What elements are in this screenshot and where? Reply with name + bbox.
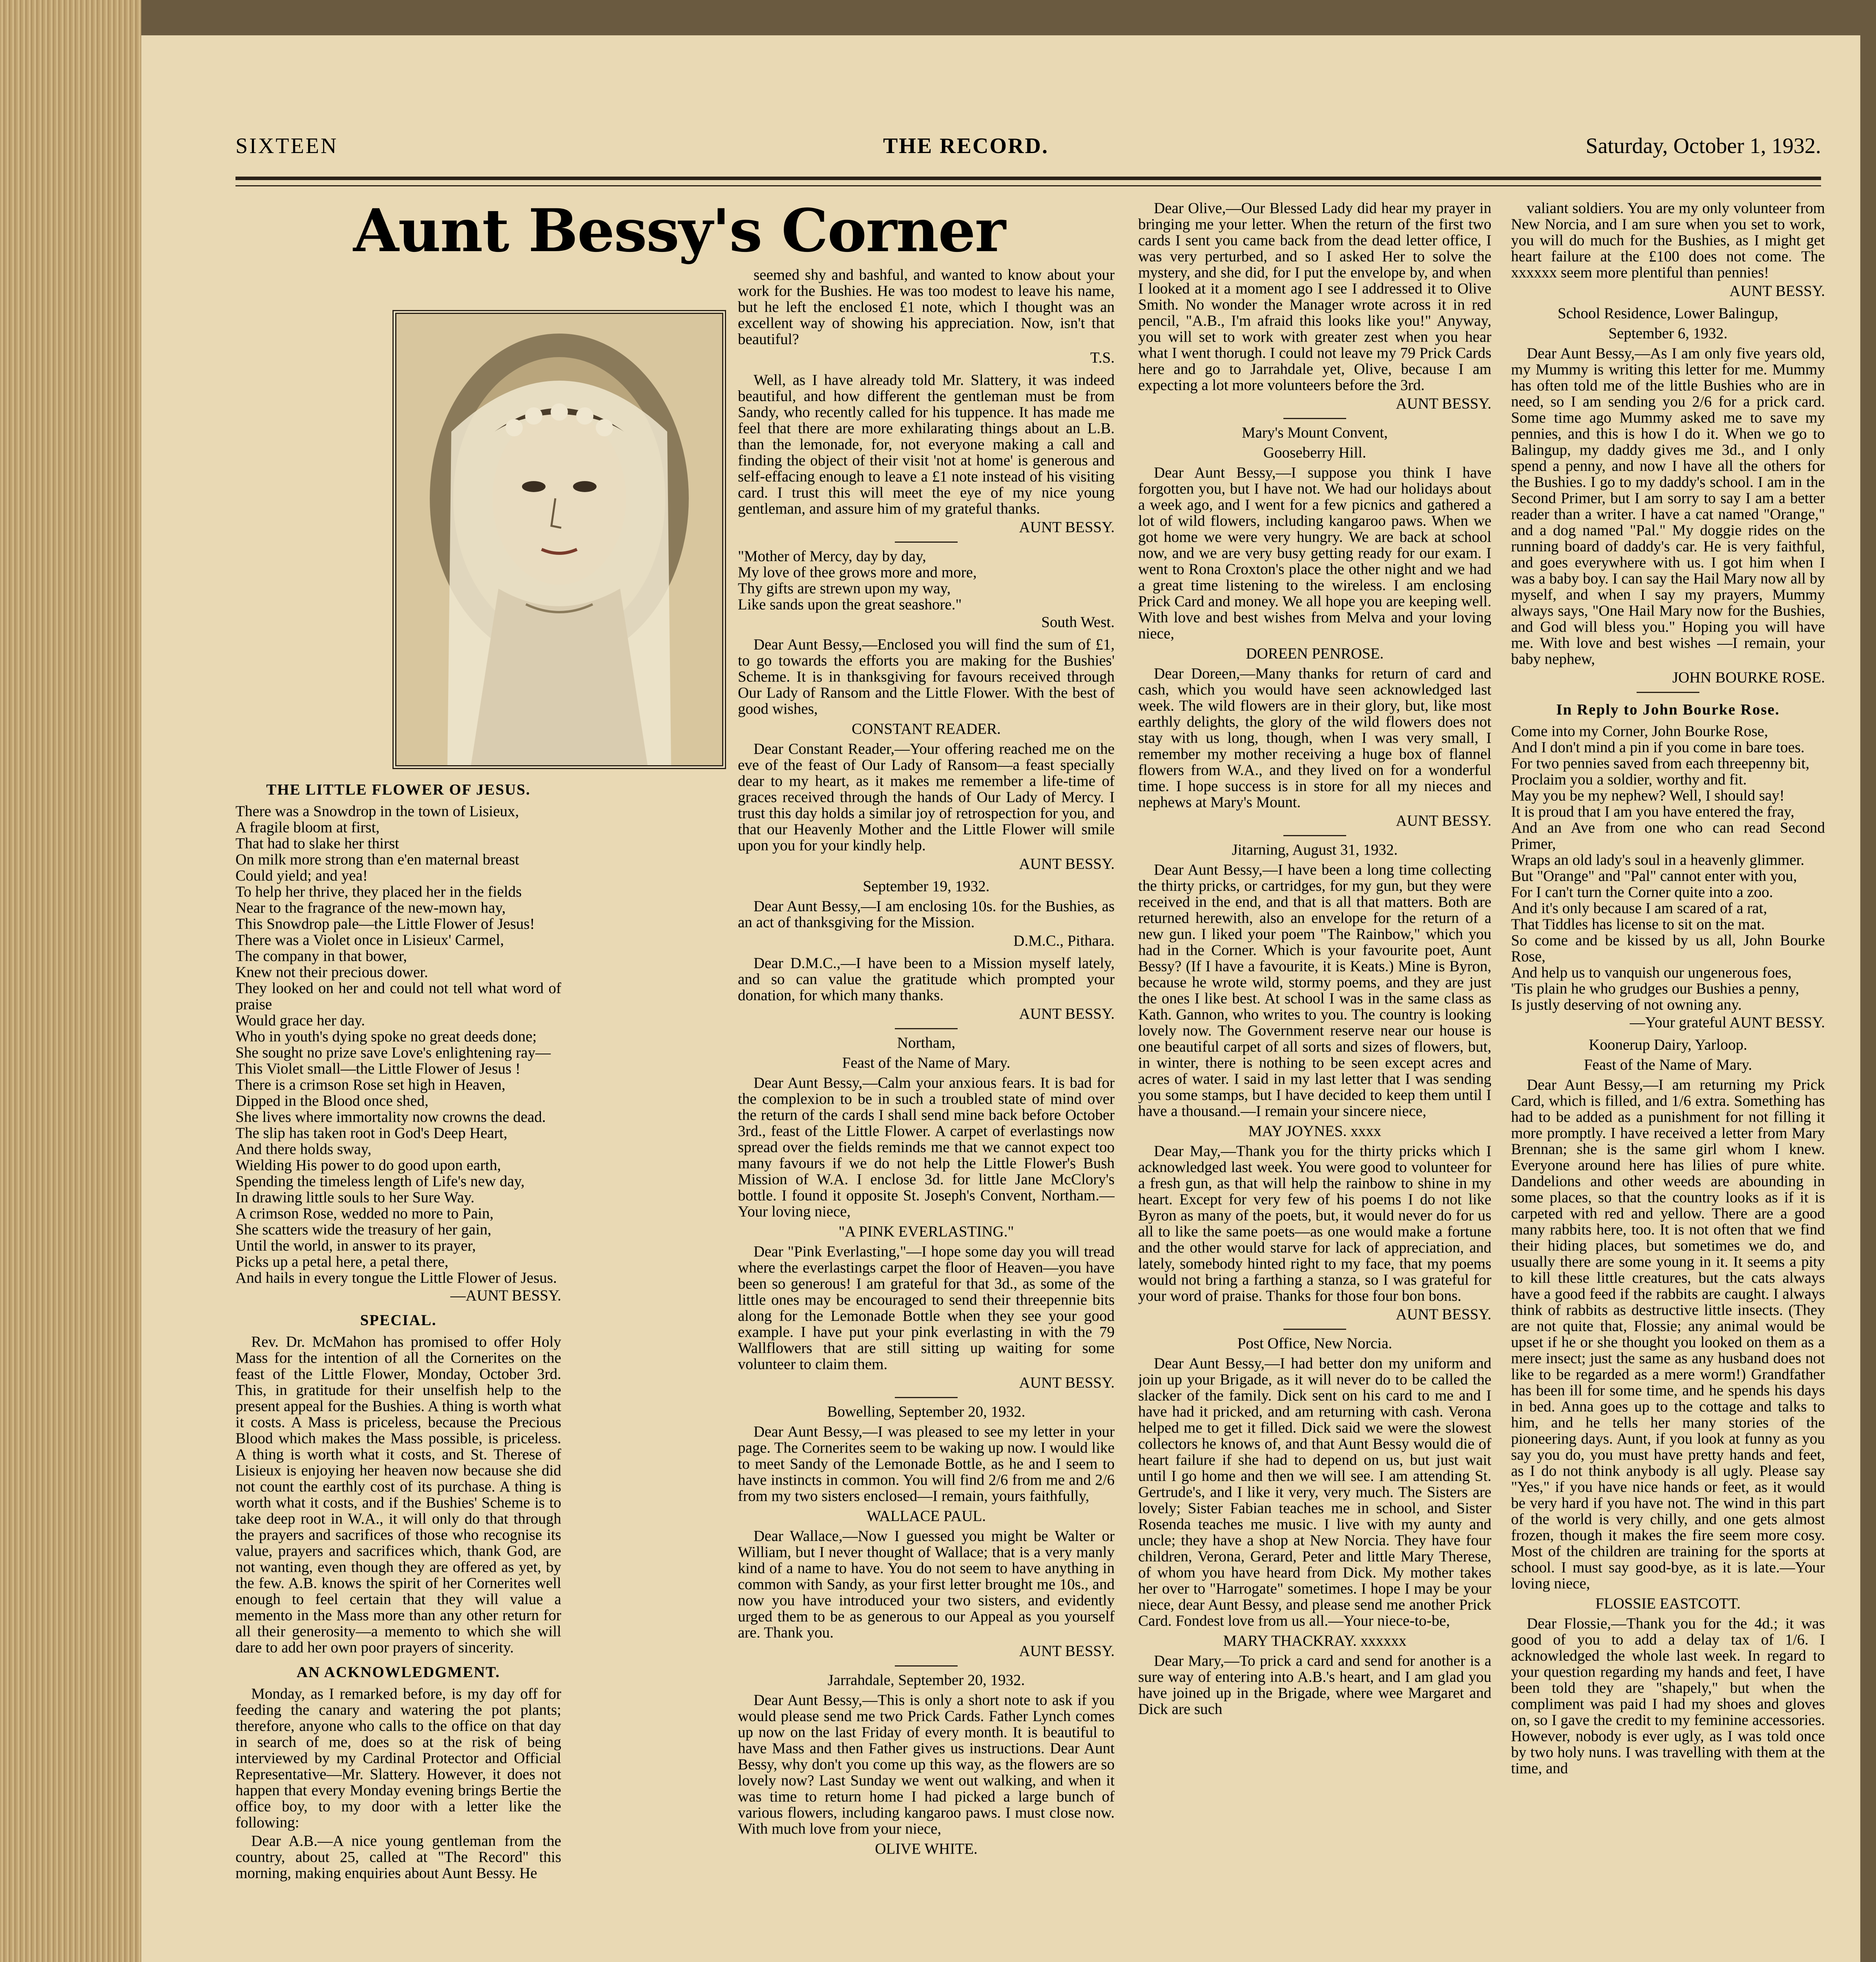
page-number: SIXTEEN bbox=[235, 134, 338, 158]
verse-line: May you be my nephew? Well, I should say! bbox=[1511, 787, 1785, 804]
paragraph: Dear Aunt Bessy,—I have been a long time collecting the thirty pricks, or cartridges, for my gun, but they were received in the end, and that is all that matters. Both are returned herewith, also an envelope for the return of a new gun. I liked your poem "The Rainbow," which you had in the Corner. Which is your favourite poet, Aunt Bessy? (If I have a favourite, it is Keats.) Mine is Byron, because he wrote wild, stormy poems, and they are just the ones I like best. At school I was in the same class as Kath. Gannon, who writes to you. The country is looking lovely now. The Government reserve near our house is one beautiful carpet of all sorts and sizes of flowers, but, in winter, there is nothing to be seen except acres and acres of water. I said in my last letter that I was sending you some stamps, but I have decided to keep them until I have a thousand.—I remain your sincere niece, bbox=[1138, 861, 1491, 1120]
verse-line: For two pennies saved from each threepenny bit, bbox=[1511, 755, 1810, 772]
signature-line: South West. bbox=[1041, 614, 1115, 631]
signature-line: AUNT BESSY. bbox=[1019, 519, 1115, 536]
paragraph: Dear Aunt Bessy,—I suppose you think I have forgotten you, but I have not. We had our holidays about a week ago, and I went for a few picnics and gathered a lot of wild flowers, including kangaroo paws. When we got home we were very hungry. We are back at school now, and we are very busy getting ready for our exam. I went to Rona Croxton's place the other night and we had a great time listening to the wireless. I am enclosing Prick Card and money. We all hope you are keeping well. With love and best wishes from Melva and your loving niece, bbox=[1138, 464, 1491, 642]
section-divider bbox=[1283, 1329, 1346, 1330]
paragraph: Monday, as I remarked before, is my day off for feeding the canary and watering the pot plants; therefore, anyone who calls to the office on that day in search of me, does so at the risk of being interviewed by my Cardinal Protector and Official Representative—Mr. Slattery. However, it does not happen that every Monday evening brings Bertie the office boy, to my door with a letter like the following: bbox=[235, 1685, 561, 1831]
verse-line: So come and be kissed by us all, John Bourke Rose, bbox=[1511, 932, 1825, 965]
verse-line: Spending the timeless length of Life's new day, bbox=[235, 1173, 525, 1190]
verse-line: But "Orange" and "Pal" cannot enter with you, bbox=[1511, 868, 1797, 884]
centered-line: September 6, 1932. bbox=[1608, 325, 1728, 342]
verse-line: Who in youth's dying spoke no great deeds done; bbox=[235, 1028, 537, 1045]
paragraph: Well, as I have already told Mr. Slattery, it was indeed beautiful, and how different the gentleman must be from Sandy, who recently called for his tuppence. It has made me feel that there are more exhilarating things about an L.B. than the lemonade, for, not everyone making a call and finding the object of their visit 'not at home' is generous and self-effacing enough to leave a £1 note instead of his visiting card. I trust this will meet the eye of my nice young gentleman, and assure him of my grateful thanks. bbox=[738, 372, 1115, 517]
paragraph: Dear Aunt Bessy,—This is only a short note to ask if you would please send me two Prick Cards. Father Lynch comes up now on the last Friday of every month. It is beautiful to have Mass and then Father gives us instructions. Dear Aunt Bessy, why don't you come up this way, as the flowers are so lovely now? Last Sunday we went out walking, and when it was time to return home I had picked a large bunch of various flowers, including kangaroo paws. I must close now. With much love from your niece, bbox=[738, 1692, 1115, 1837]
header-rule bbox=[235, 177, 1821, 180]
centered-line: Bowelling, September 20, 1932. bbox=[827, 1403, 1026, 1420]
page-header bbox=[235, 133, 1821, 177]
signature-line: AUNT BESSY. bbox=[1729, 283, 1825, 299]
header-rule-thin bbox=[235, 185, 1821, 186]
paragraph: Dear Aunt Bessy,—I am enclosing 10s. for the Bushies, as an act of thanksgiving for the Mission. bbox=[738, 898, 1115, 931]
verse-line: 'Tis plain he who grudges our Bushies a penny, bbox=[1511, 980, 1799, 997]
column-1-text bbox=[235, 773, 561, 1884]
signature-line: AUNT BESSY. bbox=[1396, 1306, 1491, 1323]
signature-line: —AUNT BESSY. bbox=[450, 1287, 561, 1304]
paragraph: Dear Aunt Bessy,—Calm your anxious fears. It is bad for the complexion to be in such a troubled state of mind over the return of the cards I shall send mine back before October 3rd., feast of the Little Flower. A carpet of everlastings now spread over the fields reminds me that we cannot expect too many favours if we do not help the Little Flower's Bush Mission of W.A. I enclose 3d. for little Jane McClory's bottle. I found it opposite St. Joseph's Convent, Northam.—Your loving niece, bbox=[738, 1074, 1115, 1220]
signature-line: AUNT BESSY. bbox=[1396, 812, 1491, 829]
verse-line: She lives where immortality now crowns the dead. bbox=[235, 1109, 546, 1125]
centered-line: September 19, 1932. bbox=[863, 878, 990, 895]
centered-line: FLOSSIE EASTCOTT. bbox=[1595, 1595, 1741, 1612]
paragraph: Dear Aunt Bessy,—Enclosed you will find the sum of £1, to go towards the efforts you are making for the Bushies' Scheme. It is in thanksgiving for favours received through Our Lady of Ransom and the Little Flower. With the best of good wishes, bbox=[738, 636, 1115, 717]
verse-line: In drawing little souls to her Sure Way. bbox=[235, 1189, 474, 1206]
verse-line: "Mother of Mercy, day by day, bbox=[738, 548, 926, 565]
verse-line: The slip has taken root in God's Deep Heart, bbox=[235, 1125, 507, 1141]
verse-line: Could yield; and yea! bbox=[235, 867, 368, 884]
paragraph: Dear Constant Reader,—Your offering reached me on the eve of the feast of Our Lady of Ransom—a feast specially dear to my heart, as it makes me remember a life-time of graces received through the hands of Our Lady of Mercy. I trust this day holds a similar joy of retrospection for you, and that our Heavenly Mother and the Little Flower will smile upon you for your kindly help. bbox=[738, 740, 1115, 854]
signature-line: JOHN BOURKE ROSE. bbox=[1672, 669, 1825, 686]
centered-line: Mary's Mount Convent, bbox=[1241, 424, 1388, 441]
section-heading: AN ACKNOWLEDGMENT. bbox=[296, 1664, 500, 1681]
paragraph: Dear Aunt Bessy,—I had better don my uniform and join up your Brigade, as it will never do to be called the slacker of the family. Dick sent on his card to me and I have had it pricked, and am returning with cash. Verona helped me to get it filled. Dick said we were the slowest collectors he knows of, and that Aunt Bessy would die of heart failure if she had to depend on us, but just wait until I go home and then we will see. I am attending St. Gertrude's, and I like it very, very much. The Sisters are lovely; Sister Fabian teaches me in school, and Sister Rosenda teaches me music. I live with my aunty and uncle; they have a shop at New Norcia. They have four children, Verona, Gerard, Peter and little Mary Therese, of whom you have heard from Dick. My mother takes her over to "Harrogate" sometimes. I hope I may be your niece, dear Aunt Bessy, and please send me another Prick Card. Fondest love from us all.—Your niece-to-be, bbox=[1138, 1355, 1491, 1629]
signature-line: D.M.C., Pithara. bbox=[1013, 932, 1115, 949]
verse-line: There was a Violet once in Lisieux' Carmel, bbox=[235, 932, 504, 948]
centered-line: CONSTANT READER. bbox=[852, 720, 1001, 737]
section-divider bbox=[895, 542, 958, 543]
centered-line: School Residence, Lower Balingup, bbox=[1557, 305, 1779, 322]
section-divider bbox=[895, 1028, 958, 1029]
verse-line: Like sands upon the great seashore." bbox=[738, 596, 962, 613]
verse-line: To help her thrive, they placed her in the fields bbox=[235, 883, 522, 900]
verse-line: The company in that bower, bbox=[235, 948, 407, 965]
centered-line: OLIVE WHITE. bbox=[875, 1840, 978, 1857]
column-2 bbox=[738, 267, 1115, 1962]
verse-line: A crimson Rose, wedded no more to Pain, bbox=[235, 1205, 494, 1222]
verse-line: For I can't turn the Corner quite into a zoo. bbox=[1511, 884, 1773, 901]
paragraph: seemed shy and bashful, and wanted to know about your work for the Bushies. He was too modest to leave his name, but he left the enclosed £1 note, which I thought was an excellent way of showing his appreciation. Now, isn't that beautiful? bbox=[738, 267, 1115, 348]
verse-line: Would grace her day. bbox=[235, 1012, 365, 1029]
column-4 bbox=[1511, 200, 1825, 1962]
paragraph: valiant soldiers. You are my only volunteer from New Norcia, and I am sure when you set to work, you will do much for the Bushies, as I might get heart failure at the £100 does not come. The xxxxxx seem more plentiful than pennies! bbox=[1511, 200, 1825, 281]
centered-line: Jitarning, August 31, 1932. bbox=[1232, 841, 1398, 858]
paragraph: Dear Doreen,—Many thanks for return of card and cash, which you would have seen acknowledged last week. The wild flowers are in their glory, but, like most earthly delights, the glory of the wild flowers does not stay with us long, though, when I was very small, I remember my mother receiving a huge box of flannel flowers from W.A., and they lived on for a wonderful time. I hope success is in store for all my nieces and nephews at Mary's Mount. bbox=[1138, 665, 1491, 811]
paragraph: Dear Flossie,—Thank you for the 4d.; it was good of you to add a delay tax of 1/6. I acknowledged the whole last week. In regard to your question regarding my hands and feet, I have been told they are "shapely," but when the compliment was paid I had my shoes and gloves on, so I gave the credit to my feminine accessories. However, nobody is ever ugly, as I was told once by two holy nuns. I was travelling with them at the time, and bbox=[1511, 1615, 1825, 1777]
verse-line: A fragile bloom at first, bbox=[235, 819, 380, 836]
newspaper-name: THE RECORD. bbox=[883, 134, 1049, 158]
verse-line: And help us to vanquish our ungenerous foes, bbox=[1511, 964, 1792, 981]
verse-line: And it's only because I am scared of a rat, bbox=[1511, 900, 1767, 917]
centered-line: Northam, bbox=[897, 1034, 956, 1051]
centered-line: Feast of the Name of Mary. bbox=[842, 1054, 1011, 1071]
verse-line: Come into my Corner, John Bourke Rose, bbox=[1511, 723, 1768, 740]
centered-line: Feast of the Name of Mary. bbox=[1584, 1056, 1752, 1073]
signature-line: AUNT BESSY. bbox=[1019, 1005, 1115, 1022]
section-divider bbox=[1283, 835, 1346, 836]
verse-line: Wraps an old lady's soul in a heavenly glimmer. bbox=[1511, 852, 1805, 868]
verse-line: Is justly deserving of not owning any. bbox=[1511, 996, 1742, 1013]
verse-line: Picks up a petal here, a petal there, bbox=[235, 1253, 449, 1270]
verse-line: They looked on her and could not tell what word of praise bbox=[235, 980, 561, 1013]
paragraph: Dear Aunt Bessy,—I was pleased to see my letter in your page. The Cornerites seem to be waking up now. I would like to meet Sandy of the Lemonade Bottle, as he and I seem to have instincts in common. You will find 2/6 from me and 2/6 from my two sisters enclosed—I remain, yours faithfully, bbox=[738, 1423, 1115, 1504]
book-page-edges bbox=[0, 0, 141, 1962]
portrait-drawing bbox=[396, 314, 722, 765]
paragraph: Dear D.M.C.,—I have been to a Mission myself lately, and so can value the gratitude which prompted your donation, for which many thanks. bbox=[738, 955, 1115, 1004]
paragraph: Dear Aunt Bessy,—I am returning my Prick Card, which is filled, and 1/6 extra. Something has had to be added as a punishment for not filling it more promptly. I have received a letter from Mary Brennan; she is the same girl whom I knew. Everyone around here has lilies of pure white. Dandelions and other weeds are abounding in some places, so that the country looks as if it is carpeted with red and yellow. There are a good many rabbits here, too. It is not often that we find their hiding places, but sometimes we do, and usually there are some young in it. It seems a pity to kill these little creatures, but the cats always have a good feed if the rabbits are caught. I always think of rabbits as destructive little insects. (They are not quite that, Flossie; any animal would be upset if he or she thought you looked on them as a mere insect; just the same as any husband does not like to be regarded as a mere worm!) Grandfather has been ill for some time, and he spends his days in bed. Anna goes up to the cottage and talks to him, and he tells her many stories of the pioneering days. Aunt, if you look at funny as you say you do, you must have pretty hands and feet, as I do not think anybody is all ugly. Please say "Yes," if you have nice hands or feet, as it would be very hard if you have not. The wind in this part of the world is very chilly, and one gets almost frozen, though it makes the fire seem more cosy. Most of the children are training for the sports at school. I must say good-bye, as it is late.—Your loving niece, bbox=[1511, 1076, 1825, 1592]
paragraph: Dear Mary,—To prick a card and send for another is a sure way of entering into A.B.'s heart, and I am glad you have joined up in the Brigade, where wee Margaret and Dick are such bbox=[1138, 1652, 1491, 1718]
verse-line: That had to slake her thirst bbox=[235, 835, 399, 852]
section-divider bbox=[895, 1397, 958, 1398]
verse-line: Knew not their precious dower. bbox=[235, 964, 428, 981]
verse-line: She sought no prize save Love's enlightening ray— bbox=[235, 1044, 551, 1061]
verse-line: On milk more strong than e'en maternal breast bbox=[235, 851, 519, 868]
verse-line: Proclaim you a soldier, worthy and fit. bbox=[1511, 771, 1747, 788]
verse-line: Wielding His power to do good upon earth, bbox=[235, 1157, 501, 1174]
section-divider bbox=[1637, 692, 1699, 693]
centered-line: WALLACE PAUL. bbox=[866, 1508, 986, 1524]
page-title: Aunt Bessy's Corner bbox=[353, 196, 1005, 265]
section-heading: In Reply to John Bourke Rose. bbox=[1556, 701, 1780, 718]
centered-line: Koonerup Dairy, Yarloop. bbox=[1589, 1036, 1747, 1053]
verse-line: She scatters wide the treasury of her gain, bbox=[235, 1221, 491, 1238]
centered-line: MAY JOYNES. xxxx bbox=[1248, 1123, 1381, 1140]
centered-line: MARY THACKRAY. xxxxxx bbox=[1223, 1632, 1407, 1649]
paragraph: Dear Aunt Bessy,—As I am only five years old, my Mummy is writing this letter for me. Mummy has often told me of the little Bushies who are in need, so I am sending you 2/6 for a prick card. Some time ago Mummy asked me to save my pennies, and this is how I do it. When we go to Balingup, my daddy gives me 3d., and I only spend a penny, and now I have all the others for the Bushies. I go to my daddy's school. I am in the Second Primer, but I am sorry to say I am a better reader than a writer. I have a cat named "Orange," and a dog named "Pal." My doggie rides on the running board of daddy's car. He is very faithful, and goes everywhere with us. I got him when I was a baby boy. I can say the Hail Mary now all by myself, and when I say my prayers, Mummy always says, "One Hail Mary now for the Bushies, and God will bless you." Hoping you will have me. With love and best wishes —I remain, your baby nephew, bbox=[1511, 345, 1825, 667]
section-heading: THE LITTLE FLOWER OF JESUS. bbox=[266, 781, 531, 798]
verse-line: And hails in every tongue the Little Flower of Jesus. bbox=[235, 1269, 557, 1286]
verse-line: Thy gifts are strewn upon my way, bbox=[738, 580, 951, 597]
signature-line: AUNT BESSY. bbox=[1019, 855, 1115, 872]
column-3 bbox=[1138, 200, 1491, 1962]
verse-line: This Snowdrop pale—the Little Flower of Jesus! bbox=[235, 915, 535, 932]
centered-line: DOREEN PENROSE. bbox=[1246, 645, 1384, 662]
verse-line: Near to the fragrance of the new-mown hay, bbox=[235, 899, 506, 916]
centered-line: Gooseberry Hill. bbox=[1263, 444, 1367, 461]
verse-line: There is a crimson Rose set high in Heaven, bbox=[235, 1076, 505, 1093]
paragraph: Dear May,—Thank you for the thirty pricks which I acknowledged last week. You were good to volunteer for a fresh gun, as that will help the rainbow to shine in my heart. Except for very few of his poems I do not like Byron as many of the poets, but, it would never do for us all to like the same poets—as one would make a fortune and the other would starve for lack of appreciation, and lately, somebody hinted right to my face, that my poems would not bring a farthing a stanza, so I was grateful for your word of praise. Thanks for those four bon bons. bbox=[1138, 1143, 1491, 1304]
centered-line: Post Office, New Norcia. bbox=[1237, 1335, 1392, 1352]
centered-line: Jarrahdale, September 20, 1932. bbox=[827, 1672, 1025, 1688]
paragraph: Dear "Pink Everlasting,"—I hope some day you will tread where the everlastings carpet the floor of Heaven—you have been so generous! I am grateful for that 3d., as some of the little ones may be encouraged to send their threepennie bits along for the Lemonade Bottle when they see your good example. I have put your pink everlasting in with the 79 Wallflowers that are still sitting up waiting for some volunteer to claim them. bbox=[738, 1243, 1115, 1373]
verse-line: Dipped in the Blood once shed, bbox=[235, 1092, 429, 1109]
section-divider bbox=[895, 1665, 958, 1667]
section-heading: SPECIAL. bbox=[360, 1312, 437, 1329]
signature-line: AUNT BESSY. bbox=[1019, 1643, 1115, 1659]
verse-line: And there holds sway, bbox=[235, 1141, 372, 1158]
signature-line: —Your grateful AUNT BESSY. bbox=[1630, 1014, 1825, 1031]
issue-date: Saturday, October 1, 1932. bbox=[1586, 134, 1821, 158]
section-divider bbox=[1283, 418, 1346, 419]
verse-line: My love of thee grows more and more, bbox=[738, 564, 977, 581]
centered-line: "A PINK EVERLASTING." bbox=[838, 1223, 1014, 1240]
signature-line: T.S. bbox=[1090, 349, 1115, 366]
verse-line: This Violet small—the Little Flower of Jesus ! bbox=[235, 1060, 520, 1077]
verse-line: And an Ave from one who can read Second Primer, bbox=[1511, 819, 1825, 852]
paragraph: Dear A.B.—A nice young gentleman from the country, about 25, called at "The Record" this morning, making enquiries about Aunt Bessy. He bbox=[235, 1833, 561, 1882]
paragraph: Rev. Dr. McMahon has promised to offer Holy Mass for the intention of all the Cornerites on the feast of the Little Flower, Monday, October 3rd. This, in gratitude for their unselfish help to the present appeal for the Bushies. A thing is worth what it costs. A Mass is priceless, because the Precious Blood which makes the Mass possible, is priceless. A thing is worth what it costs, and St. Therese of Lisieux is enjoying her heaven now because she did not count the earthly cost of its purchase. A thing is worth what it costs, and if the Bushies' Scheme is to take deep root in W.A., it will only do that through the prayers and sacrifices of those who recognise its value, prayers and sacrifices which, thank God, are not wanting, even though they are offered as yet, by the few. A.B. knows the spirit of her Cornerites well enough to feel certain that they will value a memento in the Mass more than any other return for all their generosity—a memento to which she will dare to add her own poor prayers of sincerity. bbox=[235, 1333, 561, 1656]
signature-line: AUNT BESSY. bbox=[1019, 1374, 1115, 1391]
signature-line: AUNT BESSY. bbox=[1396, 395, 1491, 412]
paragraph: Dear Olive,—Our Blessed Lady did hear my prayer in bringing me your letter. When the return of the first two cards I sent you came back from the dead letter office, I was very perturbed, and so I asked Her to solve the mystery, and she did, for I put the envelope by, and when I looked at it a moment ago I see I addressed it to Olive Smith. No wonder the Manager wrote across it in red pencil, "A.B., I'm afraid this looks like you!" Anyway, you will set to work with greater zest when you hear what I went thorugh. I could not leave my 79 Prick Cards here and go to Jarrahdale yet, Olive, because I am expecting a lot more volunteers before the 3rd. bbox=[1138, 200, 1491, 394]
verse-line: There was a Snowdrop in the town of Lisieux, bbox=[235, 803, 519, 820]
verse-line: And I don't mind a pin if you come in bare toes. bbox=[1511, 739, 1805, 756]
paragraph: Dear Wallace,—Now I guessed you might be Walter or William, but I never thought of Wallace; that is a very manly kind of a name to have. You do not seem to have anything in common with Sandy, as your first letter brought me 10s., and now you have introduced your two sisters, and evidently urged them to be as generous to our Appeal as you yourself are. Thank you. bbox=[738, 1528, 1115, 1641]
verse-line: It is proud that I am you have entered the fray, bbox=[1511, 803, 1794, 820]
verse-line: That Tiddles has license to sit on the mat. bbox=[1511, 916, 1765, 933]
portrait-illustration bbox=[392, 310, 726, 769]
verse-line: Until the world, in answer to its prayer, bbox=[235, 1237, 476, 1254]
